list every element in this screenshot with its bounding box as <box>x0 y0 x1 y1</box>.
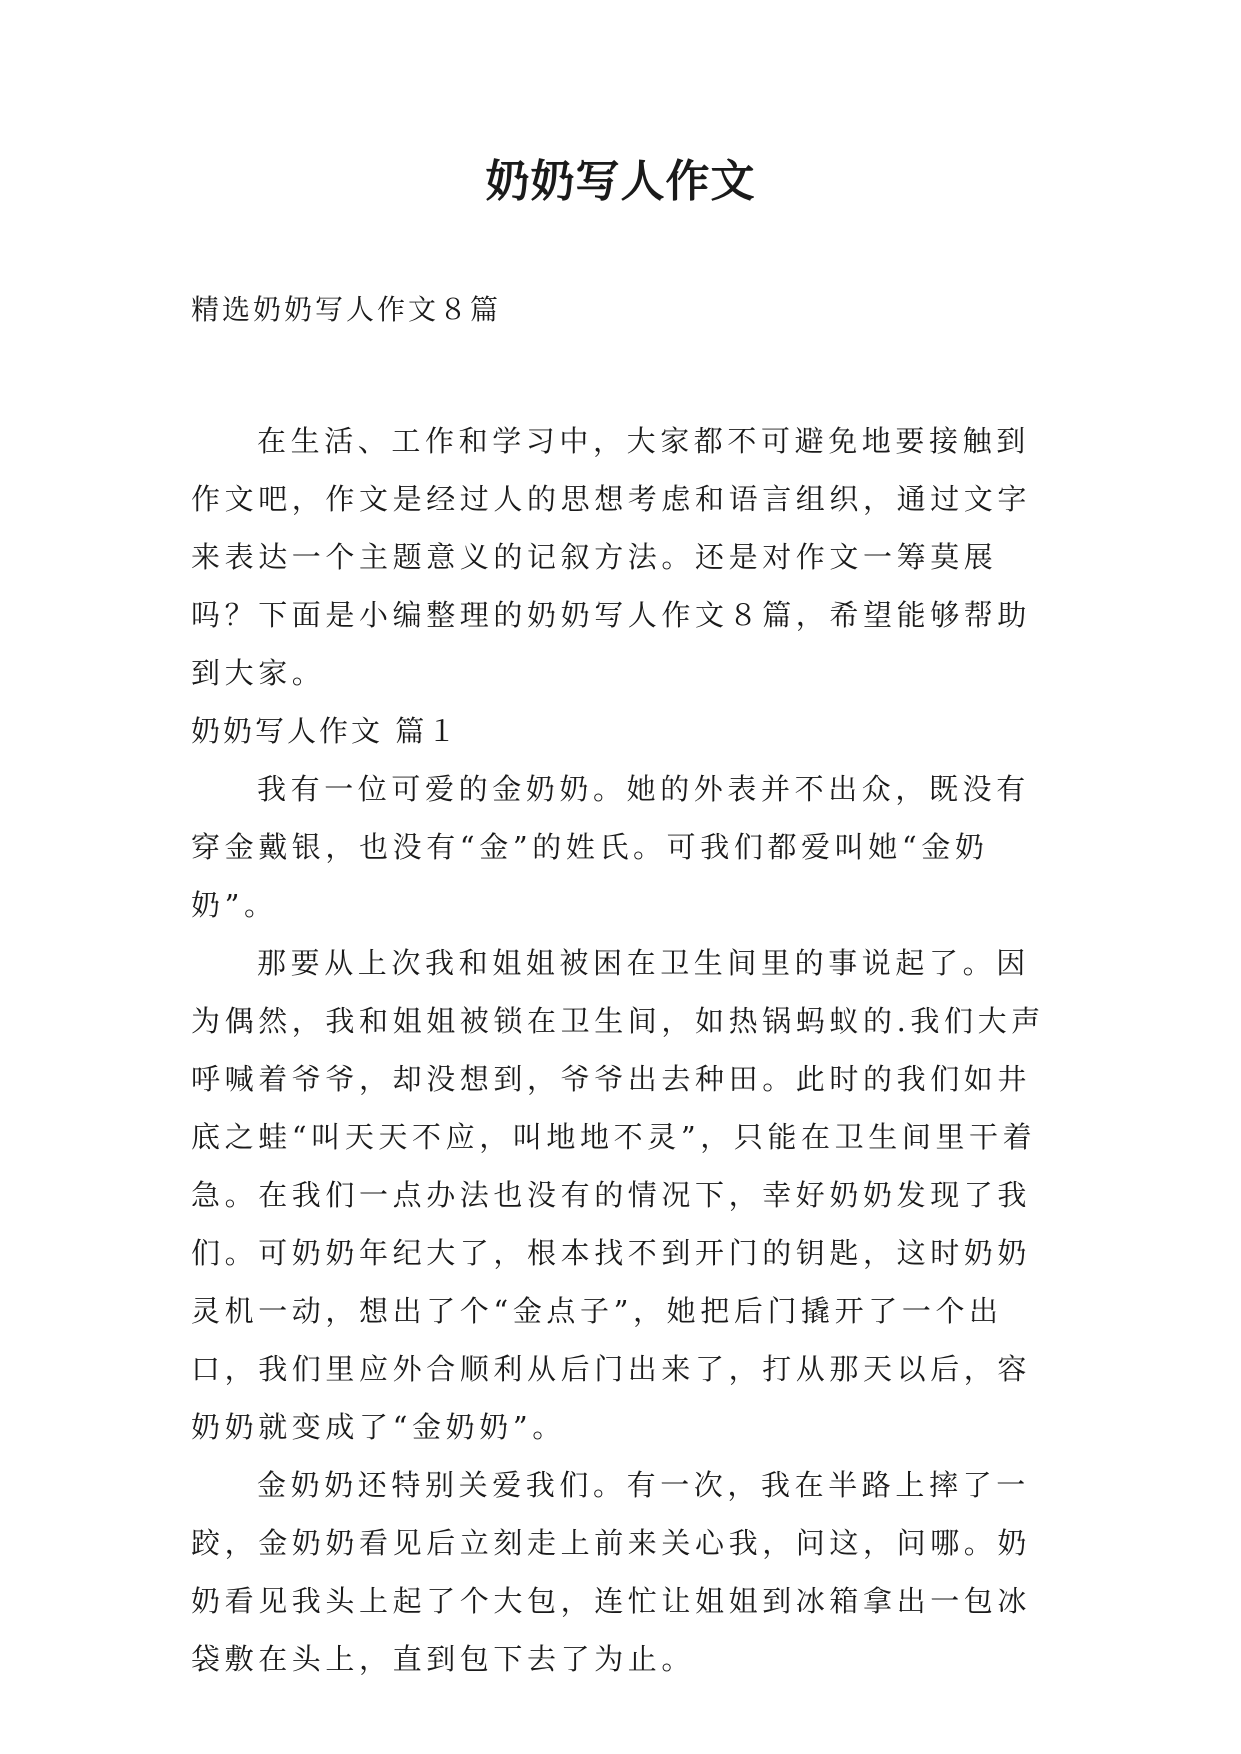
document-title: 奶奶写人作文 <box>485 156 756 207</box>
section-heading: 奶奶写人作文 篇１ <box>191 714 460 748</box>
paragraph-2: 那要从上次我和姐姐被困在卫生间里的事说起了。因为偶然，我和姐姐被锁在卫生间，如热锅蚂蚁的.我们大声呼喊着爷爷，却没想到，爷爷出去种田。此时的我们如井底之蛙“叫天天不应，叫地地不灵”，只能在卫生间里干着急。在我们一点办法也没有的情况下，幸好奶奶发现了我们。可奶奶年纪大了，根本找不到开门的钥匙，这时奶奶灵机一动，想出了个“金点子”，她把后门撬开了一个出口，我们里应外合顺利从后门出来了，打从那天以后，容奶奶就变成了“金奶奶”。 <box>191 946 1045 1444</box>
intro-paragraph: 在生活、工作和学习中，大家都不可避免地要接触到作文吧，作文是经过人的思想考虑和语言组织，通过文字来表达一个主题意义的记叙方法。还是对作文一筹莫展吗？下面是小编整理的奶奶写人作文８篇，希望能够帮助到大家。 <box>191 424 1032 690</box>
paragraph-1: 我有一位可爱的金奶奶。她的外表并不出众，既没有穿金戴银，也没有“金”的姓氏。可我们都爱叫她“金奶奶”。 <box>191 772 1030 922</box>
document-subtitle: 精选奶奶写人作文８篇 <box>191 293 502 326</box>
document-body <box>191 412 1061 1688</box>
paragraph-3: 金奶奶还特别关爱我们。有一次，我在半路上摔了一跤，金奶奶看见后立刻走上前来关心我，问这，问哪。奶奶看见我头上起了个大包，连忙让姐姐到冰箱拿出一包冰袋敷在头上，直到包下去了为止。 <box>191 1468 1032 1676</box>
